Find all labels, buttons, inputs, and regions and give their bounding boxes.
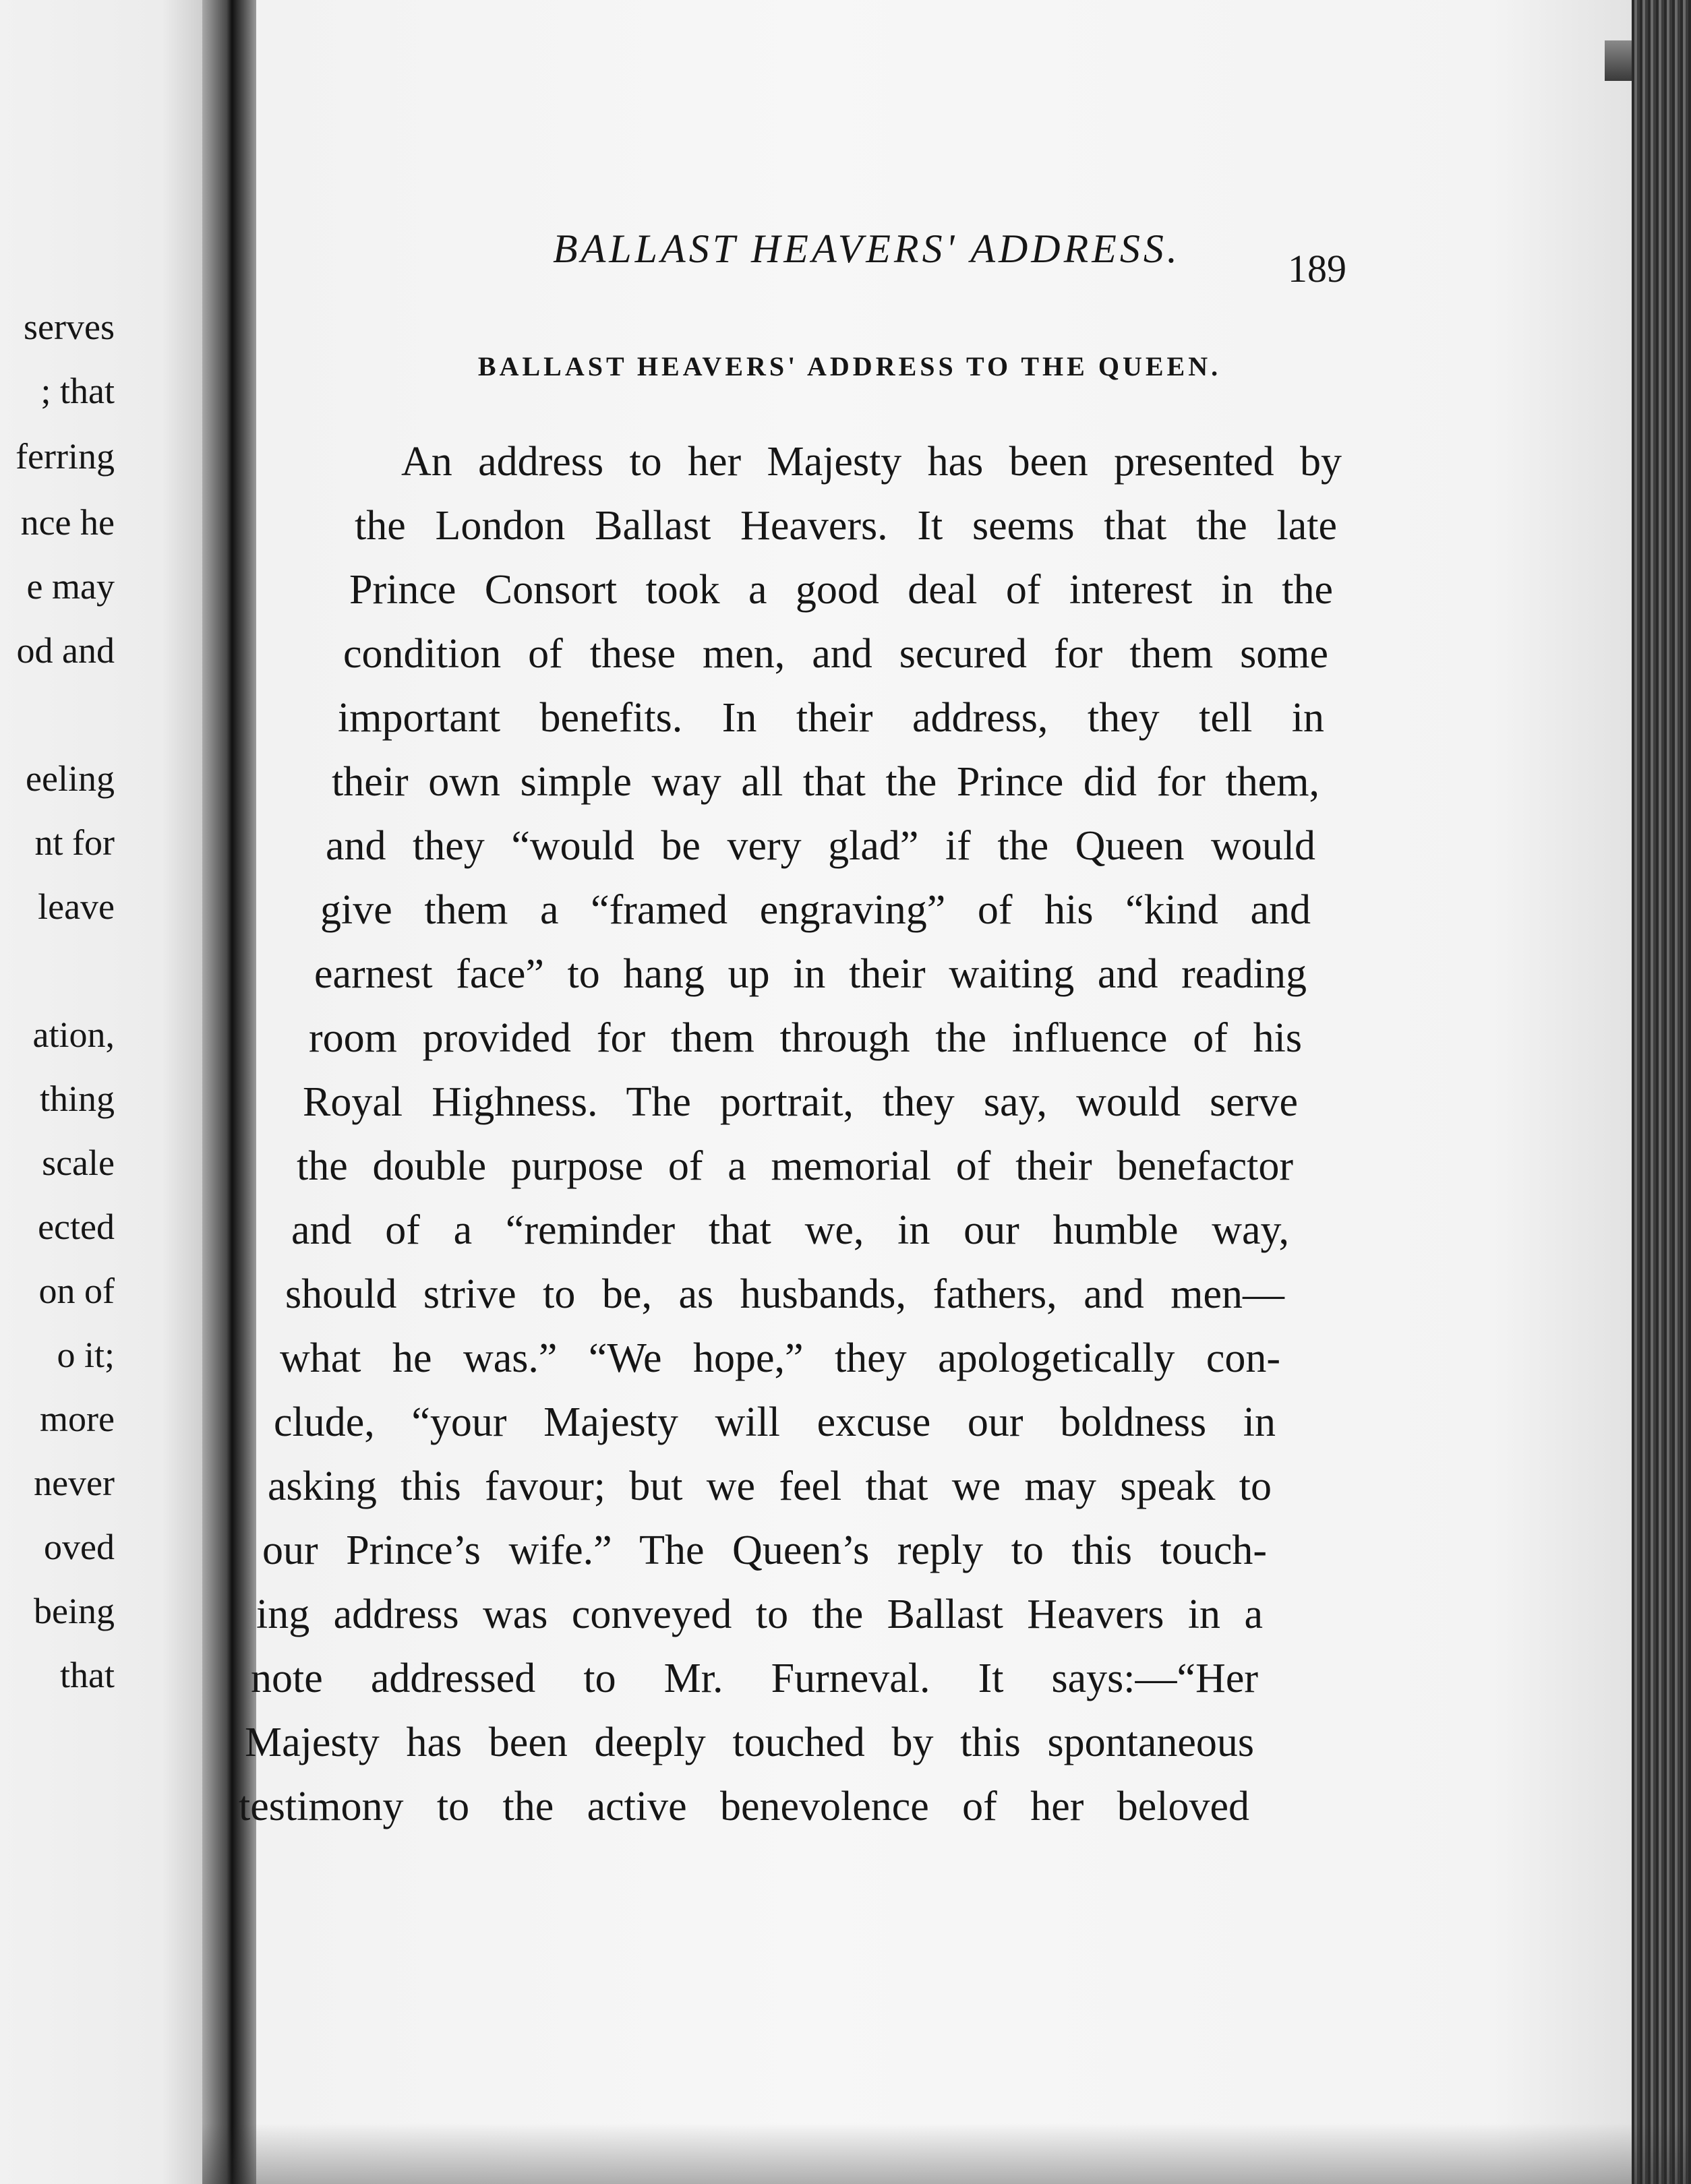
article-title: BALLAST HEAVERS' ADDRESS TO THE QUEEN. [477, 351, 1222, 382]
body-line: the London Ballast Heavers. It seems that the late [355, 503, 1337, 549]
body-line: important benefits. In their address, they tell in [338, 695, 1324, 741]
page-stack-edge [1632, 0, 1691, 2184]
body-line: the double purpose of a memorial of their benefactor [297, 1143, 1293, 1189]
body-line: Prince Consort took a good deal of interest in the [349, 567, 1333, 613]
body-line: and of a “reminder that we, in our humble way, [291, 1207, 1289, 1253]
facing-page-line: being [34, 1591, 115, 1631]
body-line: room provided for them through the influence of his [309, 1015, 1302, 1061]
body-line: their own simple way all that the Prince did for them, [332, 759, 1319, 805]
body-line: testimony to the active benevolence of her beloved [239, 1784, 1249, 1829]
body-line: clude, “your Majesty will excuse our boldness in [274, 1399, 1276, 1445]
facing-page-line: scale [42, 1143, 115, 1183]
facing-page-left [0, 0, 202, 2184]
body-line: ing address was conveyed to the Ballast Heavers in a [256, 1591, 1263, 1637]
facing-page-line: e may [26, 566, 115, 607]
facing-page-line: ected [38, 1207, 115, 1247]
facing-page-line: leave [38, 886, 115, 927]
body-line: earnest face” to hang up in their waiting and reading [314, 951, 1307, 997]
facing-page-line: never [34, 1463, 115, 1503]
body-line: what he was.” “We hope,” they apologetically con- [280, 1335, 1280, 1381]
facing-page-line: nce he [20, 502, 115, 543]
body-line: Majesty has been deeply touched by this spontaneous [245, 1720, 1254, 1765]
facing-page-line: thing [39, 1079, 115, 1119]
book-gutter [202, 0, 256, 2184]
page-number: 189 [1288, 247, 1346, 291]
facing-page-line: o it; [57, 1335, 115, 1375]
scan-bottom-shade [202, 2123, 1691, 2184]
body-line: Royal Highness. The portrait, they say, would serve [303, 1079, 1298, 1125]
facing-page-line: that [60, 1655, 115, 1695]
body-line: An address to her Majesty has been presented by [401, 439, 1342, 485]
body-line: condition of these men, and secured for them some [343, 631, 1328, 677]
facing-page-line: ; that [40, 371, 115, 411]
body-line: our Prince’s wife.” The Queen’s reply to this touch- [262, 1527, 1267, 1573]
facing-page-line: eeling [26, 758, 115, 799]
facing-page-line: more [40, 1399, 115, 1439]
body-line: give them a “framed engraving” of his “kind and [320, 887, 1311, 933]
facing-page-line: ation, [32, 1014, 115, 1055]
facing-page-line: serves [24, 307, 115, 347]
running-head: BALLAST HEAVERS' ADDRESS. [553, 226, 1181, 271]
facing-page-line: on of [38, 1271, 115, 1311]
body-line: asking this favour; but we feel that we may speak to [268, 1463, 1272, 1509]
body-line: should strive to be, as husbands, fathers, and men— [285, 1271, 1284, 1317]
facing-page-line: ferring [16, 436, 115, 477]
body-line: note addressed to Mr. Furneval. It says:—“Her [251, 1656, 1258, 1701]
facing-page-line: od and [16, 630, 115, 671]
facing-page-line: oved [44, 1527, 115, 1567]
facing-page-line: nt for [34, 822, 115, 863]
body-line: and they “would be very glad” if the Queen would [326, 823, 1315, 869]
